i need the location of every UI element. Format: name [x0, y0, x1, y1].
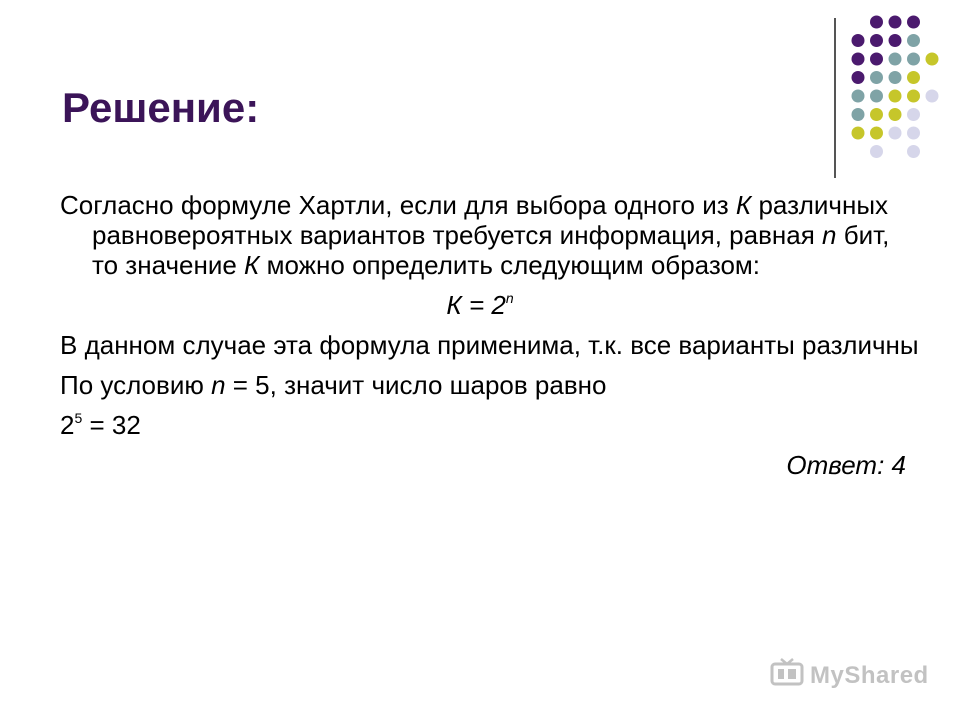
decorative-dot	[889, 53, 902, 66]
decorative-dot	[870, 127, 883, 140]
answer: Ответ: 4	[786, 450, 906, 480]
result-exponent: 5	[74, 410, 83, 426]
tv-icon	[770, 658, 804, 693]
paragraph-condition	[60, 370, 920, 400]
variable-n: n	[211, 370, 226, 400]
result-base: 2	[60, 410, 75, 440]
decorative-dot	[907, 16, 920, 29]
paragraph-hartley	[60, 190, 920, 280]
text-fragment: Согласно формуле Хартли, если для выбора одного из	[60, 190, 736, 220]
decorative-dot	[889, 71, 902, 84]
decorative-dot	[889, 90, 902, 103]
decorative-dot	[907, 71, 920, 84]
watermark-text: MyShared	[810, 661, 929, 689]
decorative-dot	[852, 108, 865, 121]
decorative-dot	[870, 71, 883, 84]
text-fragment: можно определить следующим образом:	[259, 250, 761, 280]
decorative-dot	[852, 34, 865, 47]
decorative-dot	[889, 16, 902, 29]
decorative-dot	[889, 108, 902, 121]
variable-n: n	[822, 220, 837, 250]
formula-exponent: n	[505, 290, 514, 306]
decorative-dot	[926, 53, 939, 66]
decorative-dot	[889, 127, 902, 140]
decorative-dot	[852, 90, 865, 103]
slide-body	[60, 190, 920, 480]
decorative-dot	[907, 53, 920, 66]
hartley-formula	[60, 290, 920, 320]
decorative-dot	[852, 127, 865, 140]
decorative-dot	[889, 34, 902, 47]
decorative-dot	[926, 90, 939, 103]
decorative-dot	[870, 34, 883, 47]
text-fragment: По условию	[60, 370, 212, 400]
vertical-divider	[834, 18, 836, 178]
result-line	[60, 410, 920, 440]
decorative-dot	[907, 34, 920, 47]
decorative-dot	[870, 16, 883, 29]
result-value: = 32	[82, 410, 141, 440]
watermark-logo	[770, 658, 929, 693]
decorative-dot	[907, 108, 920, 121]
formula-lhs: К = 2	[446, 290, 506, 320]
text-fragment: = 5, значит число шаров равно	[225, 370, 607, 400]
decorative-dot	[870, 53, 883, 66]
decorative-dot	[852, 53, 865, 66]
variable-k: К	[244, 250, 260, 280]
decorative-dot	[907, 127, 920, 140]
variable-k: К	[735, 190, 752, 220]
decorative-dot	[907, 90, 920, 103]
decorative-dot	[852, 71, 865, 84]
decorative-dot	[870, 145, 883, 158]
paragraph-applicability: В данном случае эта формула применима, т.к. все варианты различны	[60, 330, 919, 360]
slide-title: Решение:	[62, 84, 260, 131]
decorative-dot	[870, 90, 883, 103]
decorative-dot	[870, 108, 883, 121]
decorative-dot	[907, 145, 920, 158]
text-fragment: бит, то значение	[92, 220, 890, 280]
text-fragment: различных равновероятных вариантов требуется информация, равная	[92, 190, 889, 250]
